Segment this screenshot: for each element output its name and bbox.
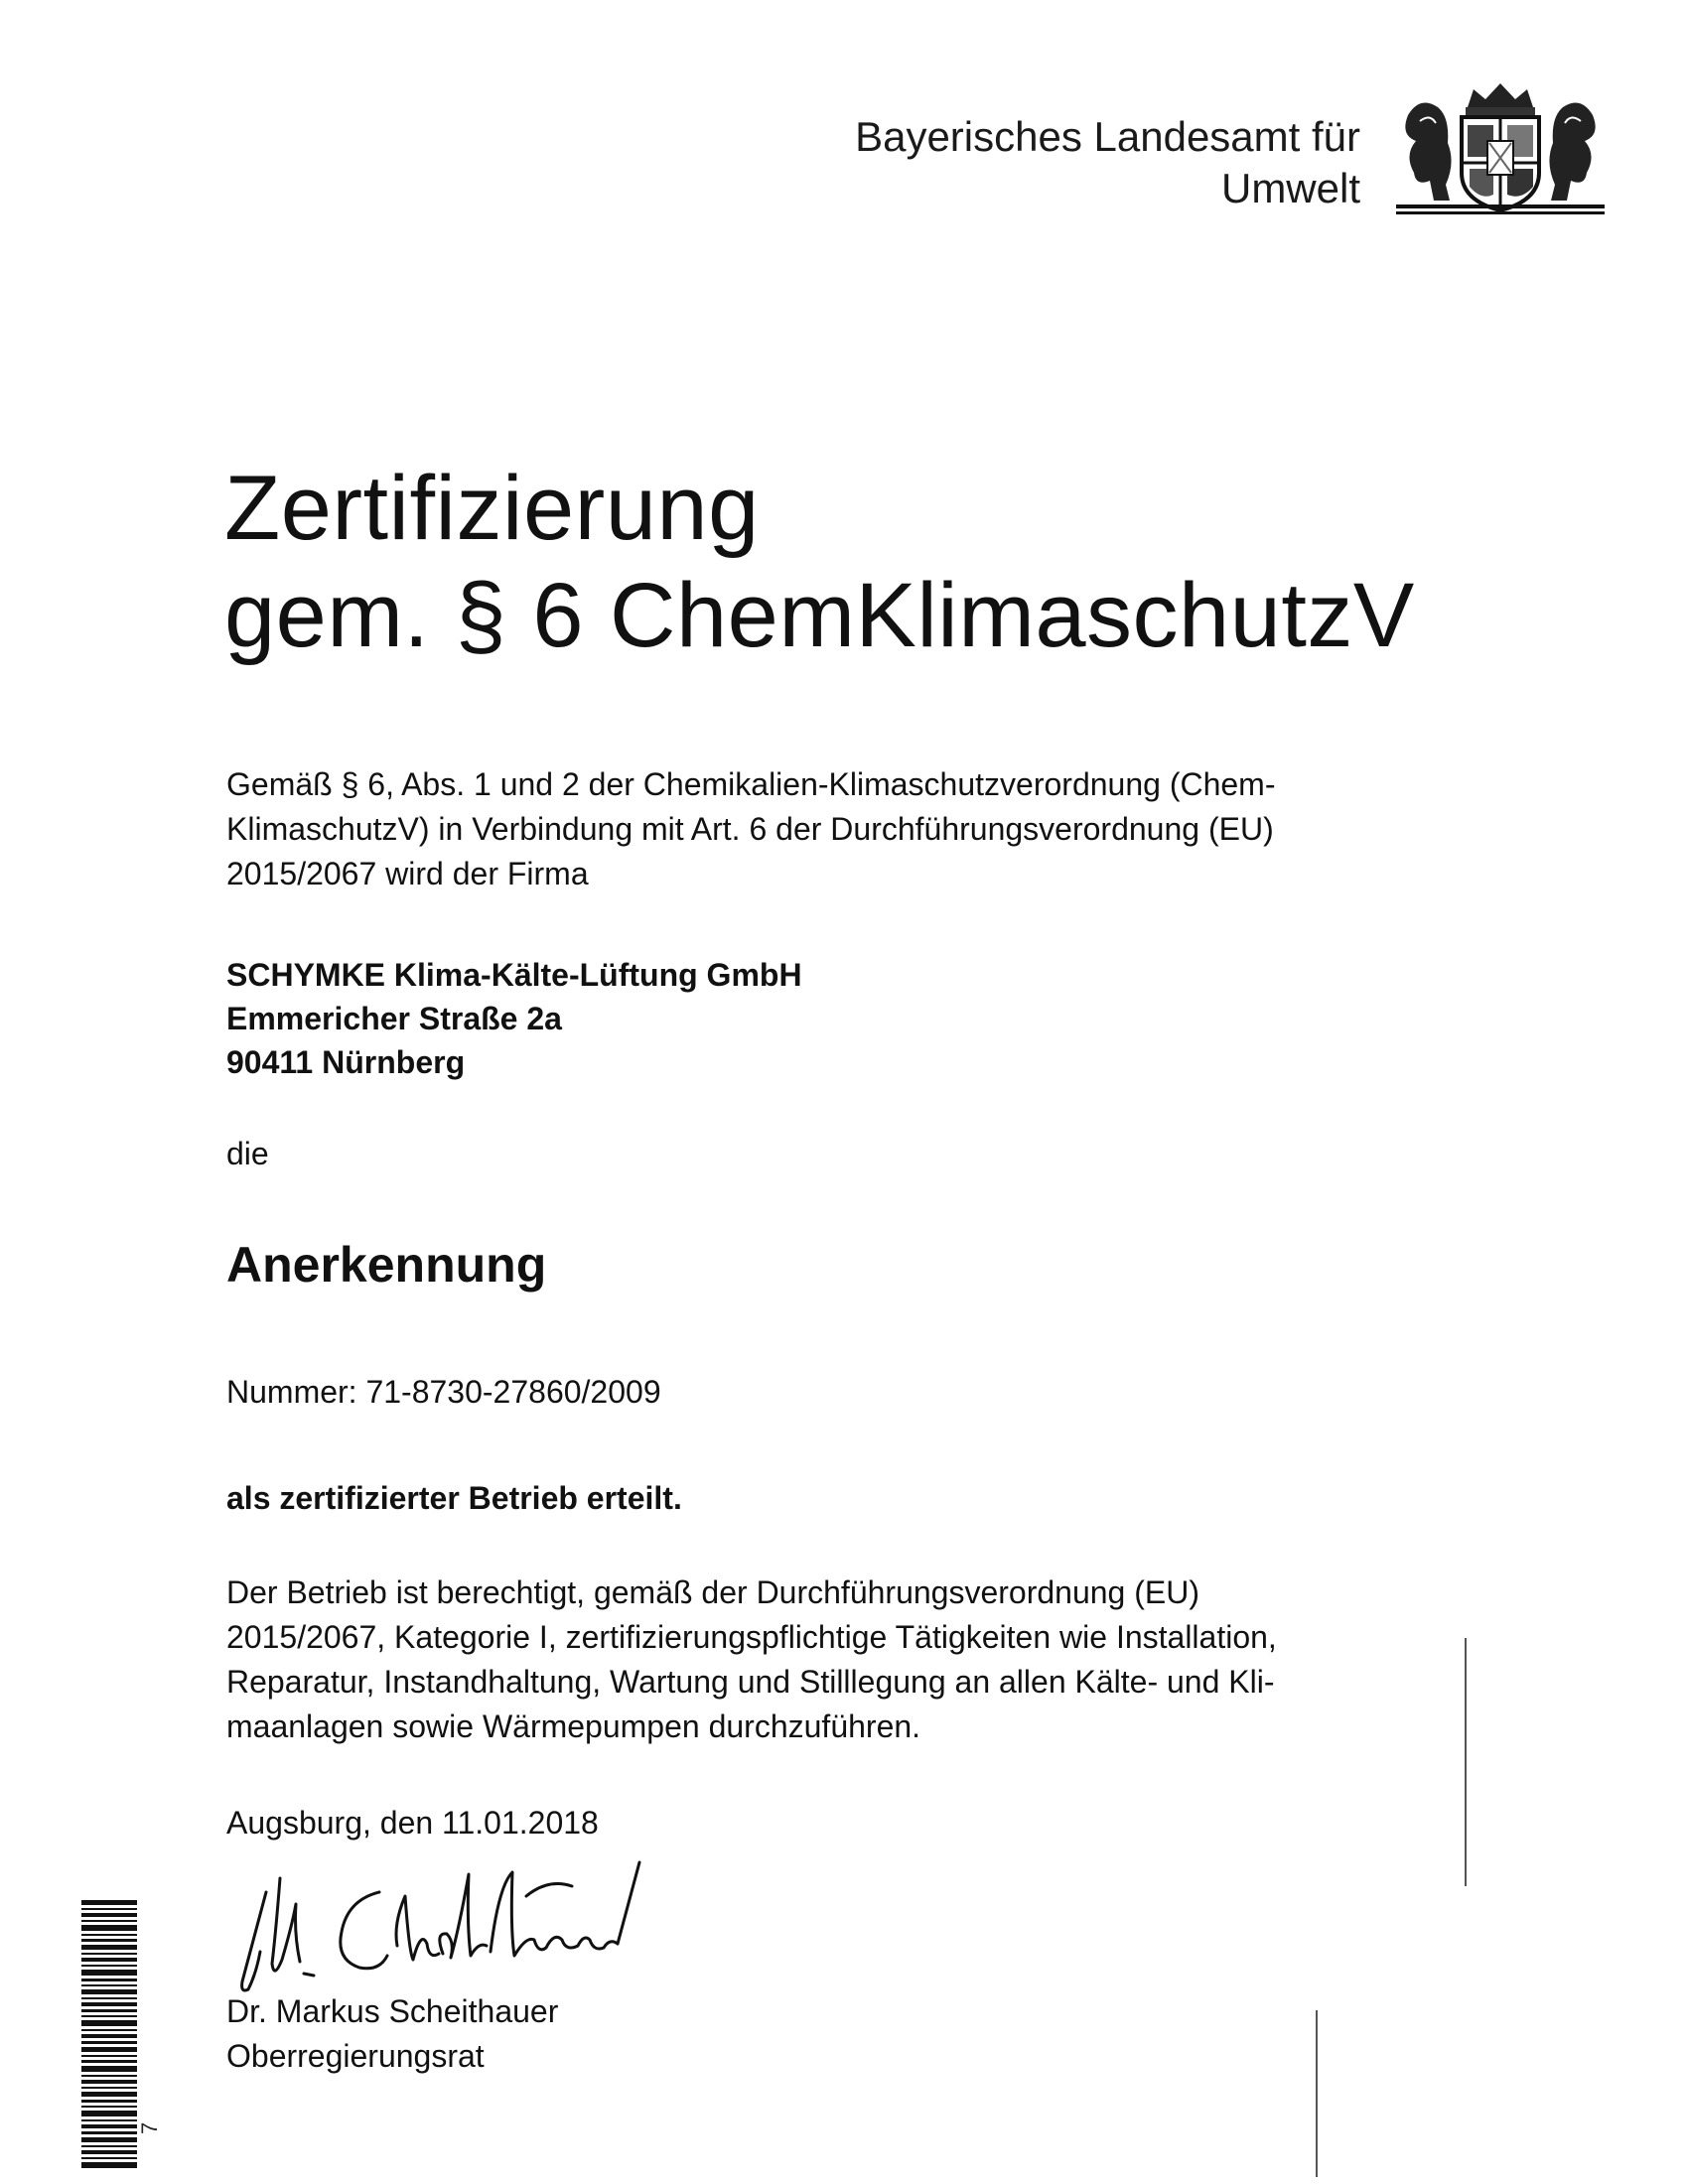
place-date: Augsburg, den 11.01.2018	[226, 1805, 599, 1841]
signer-title: Oberregierungsrat	[226, 2038, 485, 2074]
document-title	[224, 455, 1415, 669]
intro-paragraph	[226, 762, 1338, 896]
authority-line2: Umwelt	[1220, 165, 1360, 211]
scan-line	[1465, 1638, 1467, 1886]
company-street: Emmericher Straße 2a	[226, 1001, 562, 1036]
authorization-paragraph	[226, 1570, 1338, 1749]
title-line1: Zertifizierung	[224, 458, 760, 559]
body-line4: maanlagen sowie Wärmepumpen durchzuführen.	[226, 1708, 921, 1744]
connector-text: die	[226, 1136, 269, 1171]
intro-line3: 2015/2067 wird der Firma	[226, 856, 589, 891]
body-line2: 2015/2067, Kategorie I, zertifizierungspflichtige Tätigkeiten wie Installation,	[226, 1619, 1277, 1655]
body-line3: Reparatur, Instandhaltung, Wartung und Stilllegung an allen Kälte- und Kli-	[226, 1664, 1275, 1700]
barcode-digit: 7	[137, 2121, 162, 2134]
recognition-heading: Anerkennung	[226, 1237, 547, 1293]
certificate-number: Nummer: 71-8730-27860/2009	[226, 1374, 661, 1410]
scan-line	[1316, 2010, 1318, 2177]
handwritten-signature	[230, 1835, 697, 2008]
authority-name	[855, 111, 1360, 214]
bavarian-coat-of-arms-icon	[1390, 77, 1611, 216]
signer-block	[226, 1989, 558, 2079]
intro-line1: Gemäß § 6, Abs. 1 und 2 der Chemikalien-Klimaschutzverordnung (Chem-	[226, 766, 1276, 802]
intro-line2: KlimaschutzV) in Verbindung mit Art. 6 der Durchführungsverordnung (EU)	[226, 811, 1274, 847]
margin-barcode	[81, 1900, 137, 2168]
body-line1: Der Betrieb ist berechtigt, gemäß der Durchführungsverordnung (EU)	[226, 1574, 1199, 1610]
grant-statement: als zertifizierter Betrieb erteilt.	[226, 1480, 682, 1516]
signer-name: Dr. Markus Scheithauer	[226, 1993, 559, 2029]
company-name: SCHYMKE Klima-Kälte-Lüftung GmbH	[226, 957, 802, 993]
company-city: 90411 Nürnberg	[226, 1044, 466, 1080]
company-address	[226, 953, 802, 1084]
title-line2: gem. § 6 ChemKlimaschutzV	[224, 565, 1415, 666]
authority-line1: Bayerisches Landesamt für	[855, 113, 1360, 160]
